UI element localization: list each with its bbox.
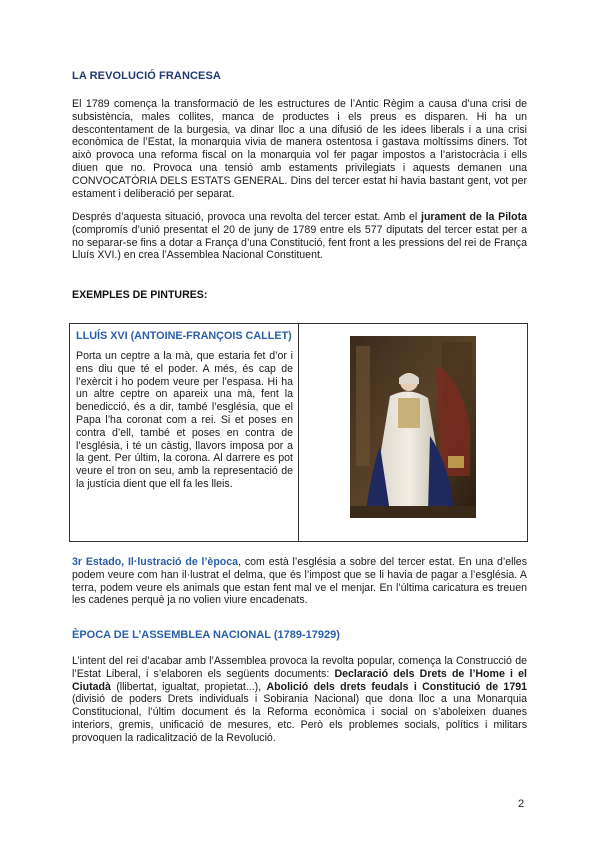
paragraph-jurament bbox=[72, 211, 527, 262]
heading-revolucio-francesa: LA REVOLUCIÓ FRANCESA bbox=[72, 70, 221, 82]
painting-table bbox=[69, 323, 528, 542]
para4-text-2: (llibertat, igualtat, propietat...), bbox=[110, 680, 267, 693]
declaracio-drets-bold: Declaració dels Drets de l’Home i el Ciutadà bbox=[72, 667, 527, 693]
heading-epoca-assemblea: ÈPOCA DE L’ASSEMBLEA NACIONAL (1789-17929) bbox=[72, 629, 340, 641]
abolicio-drets-bold: Abolició dels drets feudals i Constitució de 1791 bbox=[266, 680, 527, 693]
tercer-estado-link[interactable]: 3r Estado, Il·lustració de l’època bbox=[72, 556, 239, 568]
paragraph-tercer-estat bbox=[72, 556, 527, 607]
painting-image-cell bbox=[299, 324, 527, 541]
page-number: 2 bbox=[518, 798, 525, 810]
louis-xvi-portrait-image bbox=[350, 336, 476, 518]
para2-text-before: Després d’aquesta situació, provoca una revolta del tercer estat. Amb el bbox=[72, 211, 422, 223]
para4-text-3: (divisió de poders Drets individuals i Sobirania Nacional) que dona lloc a una Monarquia Constitucional, l’últim document és la Reforma econòmica i social on s’aboleixen duanes interiors, gremis, unificació de mesures, etc. Però els problemes socials, polítics i militars provoquen la radicalització de la Revolució. bbox=[72, 693, 527, 744]
paragraph-assemblea bbox=[72, 655, 527, 745]
para4-text-1: L’intent del rei d’acabar amb l’Assemblea provoca la revolta popular, comença la Construcció de l’Estat Liberal, i s’elaboren els següents documents: bbox=[72, 655, 527, 680]
painting-description: Porta un ceptre a la mà, que estaria fet d’or i ens diu que té el poder. A més, és cap de l’exèrcit i ho podem veure per l’espasa. Hi ha un altre ceptre on apareix una mà, fent la benedicció, és a dir, també l’església, que el Papa l’ha coronat com a rei. Si et poses en contra d’ell, també et poses en contra de l’església, i té un càstig, llavors imposa por a la gent. Per últim, la corona. Al darrere es pot veure el tron on seu, amb la representació de la justícia dient que ell fa les lleis. bbox=[76, 350, 293, 490]
painting-title: LLUÍS XVI (ANTOINE-FRANÇOIS CALLET) bbox=[76, 330, 292, 342]
paragraph-intro: El 1789 comença la transformació de les estructures de l’Antic Règim a causa d’una crisi de subsistència, males collites, manca de productes i els preus es disparen. Hi ha un descontentament de la burgesia, va dinar lloc a una difusió de les idees liberals i a una crisi econòmica de l’Estat, la monarquia vivia de manera ostentosa i gastava moltíssims diners. Tot això provoca una reforma fiscal on la monarquia vol fer pagar impostos a l’aristocràcia i ells diuen que no. Provoca una tensió amb estaments privilegiats i aquests demanen una CONVOCATÒRIA DELS ESTATS GENERAL. Dins del tercer estat hi havia bastant gent, vot per estament i deliberació per separat. bbox=[72, 98, 527, 200]
para3-text: , com està l’església a sobre del tercer estat. En una d’elles podem veure com han il·lustrat el delma, que és l’impost que se li havia de pagar a l’església. A terra, podem veure els animals que estan fent mal ve el menjar. En l’última caricatura es treuen les cadenes perquè ja no volien viure encadenats. bbox=[72, 556, 527, 607]
painting-description-cell bbox=[70, 324, 299, 541]
heading-exemples-pintures: EXEMPLES DE PINTURES: bbox=[72, 289, 208, 301]
para2-text-after: (compromís d’unió presentat el 20 de juny de 1789 entre els 577 diputats del tercer estat per a no separar-se fins a dotar a França d’una Constitució, fent front a les pressions del rei de França Lluís XVI.) en crea l’Assemblea Nacional Constituent. bbox=[72, 223, 527, 262]
jurament-pilota-bold: jurament de la Pilota bbox=[421, 211, 527, 223]
